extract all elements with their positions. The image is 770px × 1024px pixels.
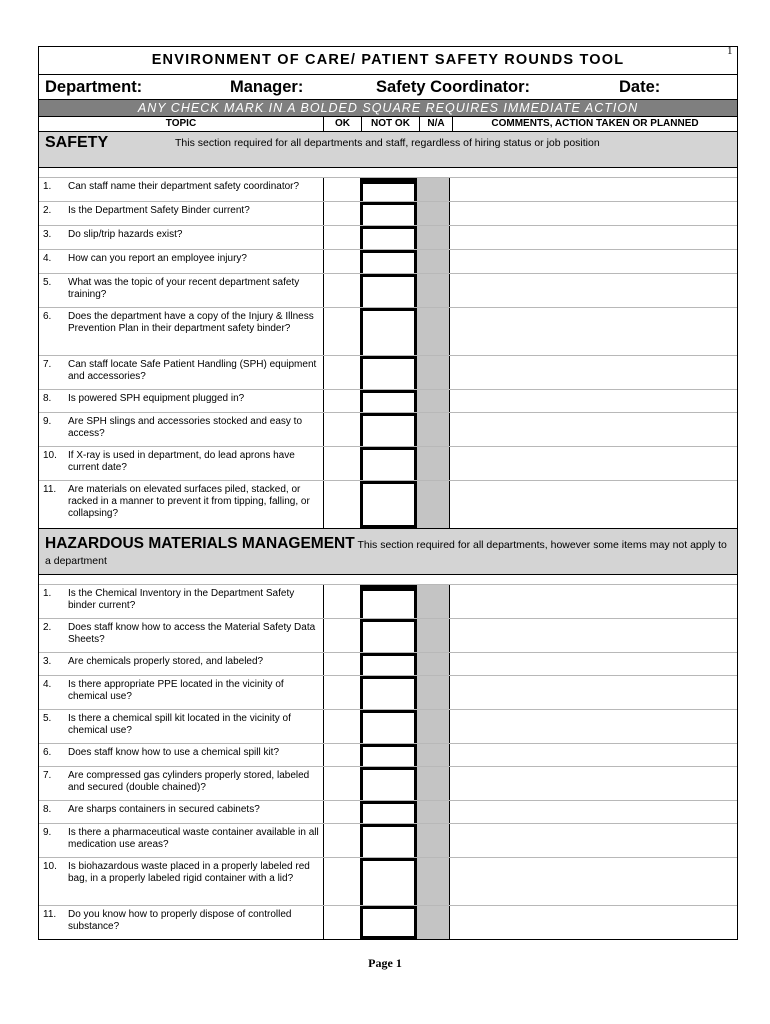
hazmat-item-row	[39, 675, 737, 709]
na-checkbox[interactable]	[417, 824, 449, 857]
not-ok-checkbox[interactable]	[360, 906, 417, 939]
page-footer: Page 1	[368, 956, 402, 970]
na-checkbox[interactable]	[417, 226, 449, 249]
question-number: 1.	[43, 181, 52, 192]
question	[39, 585, 323, 618]
hazmat-section-header	[39, 528, 737, 574]
na-checkbox[interactable]	[417, 653, 449, 675]
comments-cell[interactable]	[449, 767, 737, 800]
department-field[interactable]: Department:	[45, 78, 143, 96]
question	[39, 226, 323, 249]
comments-cell[interactable]	[449, 390, 737, 412]
ok-checkbox[interactable]	[323, 619, 360, 652]
question-number: 8.	[43, 393, 52, 404]
not-ok-checkbox[interactable]	[360, 619, 417, 652]
na-checkbox[interactable]	[417, 356, 449, 389]
na-checkbox[interactable]	[417, 274, 449, 307]
header-fields	[39, 74, 737, 99]
question-number: 11.	[43, 909, 57, 920]
question	[39, 390, 323, 412]
hazmat-items	[39, 584, 737, 939]
question-text: If X-ray is used in department, do lead aprons have current date?	[68, 450, 295, 473]
not-ok-checkbox[interactable]	[360, 585, 417, 618]
not-ok-checkbox[interactable]	[360, 413, 417, 446]
ok-checkbox[interactable]	[323, 226, 360, 249]
ok-checkbox[interactable]	[323, 824, 360, 857]
action-banner: ANY CHECK MARK IN A BOLDED SQUARE REQUIRES IMMEDIATE ACTION	[39, 99, 737, 116]
question	[39, 676, 323, 709]
not-ok-checkbox[interactable]	[360, 356, 417, 389]
question	[39, 858, 323, 905]
comments-cell[interactable]	[449, 274, 737, 307]
question-text: Is the Department Safety Binder current?	[68, 205, 250, 216]
question-number: 8.	[43, 804, 52, 815]
question	[39, 767, 323, 800]
na-checkbox[interactable]	[417, 676, 449, 709]
safety-item-row	[39, 225, 737, 249]
hazmat-item-row	[39, 857, 737, 905]
question-number: 3.	[43, 656, 52, 667]
ok-checkbox[interactable]	[323, 274, 360, 307]
question-text: Are SPH slings and accessories stocked and easy to access?	[68, 416, 303, 439]
question-number: 7.	[43, 770, 52, 781]
hazmat-section-note: This section required for all departments, however some items may not apply to a department	[45, 539, 727, 567]
question	[39, 481, 323, 528]
question-number: 10.	[43, 861, 57, 872]
question	[39, 619, 323, 652]
hazmat-item-row	[39, 905, 737, 939]
na-checkbox[interactable]	[417, 202, 449, 225]
safety-item-row	[39, 249, 737, 273]
question-text: Is powered SPH equipment plugged in?	[68, 393, 245, 404]
not-ok-checkbox[interactable]	[360, 447, 417, 480]
ok-checkbox[interactable]	[323, 390, 360, 412]
not-ok-checkbox[interactable]	[360, 178, 417, 201]
comments-cell[interactable]	[449, 447, 737, 480]
question	[39, 744, 323, 766]
hazmat-item-row	[39, 800, 737, 823]
question-number: 7.	[43, 359, 52, 370]
na-checkbox[interactable]	[417, 858, 449, 905]
col-ok: OK	[323, 117, 361, 131]
question-text: Can staff name their department safety coordinator?	[68, 181, 300, 192]
ok-checkbox[interactable]	[323, 744, 360, 766]
hazmat-item-row	[39, 743, 737, 766]
question-text: Are chemicals properly stored, and labeled?	[68, 656, 264, 667]
comments-cell[interactable]	[449, 858, 737, 905]
safety-item-row	[39, 412, 737, 446]
question	[39, 356, 323, 389]
not-ok-checkbox[interactable]	[360, 767, 417, 800]
question-text: Is the Chemical Inventory in the Department Safety binder current?	[68, 588, 295, 611]
comments-cell[interactable]	[449, 481, 737, 528]
not-ok-checkbox[interactable]	[360, 858, 417, 905]
ok-checkbox[interactable]	[323, 801, 360, 823]
safety-item-row	[39, 201, 737, 225]
question	[39, 801, 323, 823]
safety-item-row	[39, 307, 737, 355]
question-text: Are sharps containers in secured cabinets?	[68, 804, 260, 815]
safety-items	[39, 177, 737, 528]
question-number: 4.	[43, 253, 52, 264]
comments-cell[interactable]	[449, 356, 737, 389]
question	[39, 274, 323, 307]
question-text: Are materials on elevated surfaces piled, stacked, or racked in a manner to prevent it from tipping, falling, or collapsing?	[68, 484, 310, 519]
hazmat-item-row	[39, 618, 737, 652]
not-ok-checkbox[interactable]	[360, 481, 417, 528]
comments-cell[interactable]	[449, 676, 737, 709]
comments-cell[interactable]	[449, 202, 737, 225]
comments-cell[interactable]	[449, 308, 737, 355]
comments-cell[interactable]	[449, 178, 737, 201]
comments-cell[interactable]	[449, 653, 737, 675]
question	[39, 653, 323, 675]
safety-item-row	[39, 355, 737, 389]
hazmat-item-row	[39, 584, 737, 618]
question-text: Is there a pharmaceutical waste container available in all medication use areas?	[68, 827, 319, 850]
na-checkbox[interactable]	[417, 481, 449, 528]
question-text: What was the topic of your recent department safety training?	[68, 277, 300, 300]
not-ok-checkbox[interactable]	[360, 226, 417, 249]
question	[39, 710, 323, 743]
col-na: N/A	[419, 117, 452, 131]
ok-checkbox[interactable]	[323, 653, 360, 675]
na-checkbox[interactable]	[417, 801, 449, 823]
ok-checkbox[interactable]	[323, 356, 360, 389]
na-checkbox[interactable]	[417, 447, 449, 480]
question	[39, 308, 323, 355]
ok-checkbox[interactable]	[323, 178, 360, 201]
ok-checkbox[interactable]	[323, 767, 360, 800]
hazmat-item-row	[39, 652, 737, 675]
ok-checkbox[interactable]	[323, 710, 360, 743]
safety-section-note: This section required for all departments and staff, regardless of hiring status or job position	[175, 137, 600, 149]
ok-checkbox[interactable]	[323, 906, 360, 939]
question-text: Are compressed gas cylinders properly stored, labeled and secured (double chained)?	[68, 770, 310, 793]
na-checkbox[interactable]	[417, 744, 449, 766]
page-number: 1	[727, 45, 733, 57]
na-checkbox[interactable]	[417, 308, 449, 355]
safety-item-row	[39, 389, 737, 412]
na-checkbox[interactable]	[417, 710, 449, 743]
safety-coordinator-field[interactable]: Safety Coordinator:	[376, 78, 531, 96]
safety-section-header	[39, 131, 737, 167]
ok-checkbox[interactable]	[323, 202, 360, 225]
question-number: 1.	[43, 588, 52, 599]
question-text: Does the department have a copy of the Injury & Illness Prevention Plan in their department safety binder?	[68, 311, 314, 334]
question-number: 4.	[43, 679, 52, 690]
comments-cell[interactable]	[449, 250, 737, 273]
safety-section-title: SAFETY	[45, 134, 109, 151]
not-ok-checkbox[interactable]	[360, 653, 417, 675]
na-checkbox[interactable]	[417, 585, 449, 618]
question	[39, 906, 323, 939]
question-number: 11.	[43, 484, 57, 495]
question-text: Is there a chemical spill kit located in the vicinity of chemical use?	[68, 713, 291, 736]
question-text: Can staff locate Safe Patient Handling (SPH) equipment and accessories?	[68, 359, 317, 382]
ok-checkbox[interactable]	[323, 481, 360, 528]
na-checkbox[interactable]	[417, 767, 449, 800]
not-ok-checkbox[interactable]	[360, 676, 417, 709]
date-field[interactable]: Date:	[619, 78, 661, 96]
not-ok-checkbox[interactable]	[360, 250, 417, 273]
not-ok-checkbox[interactable]	[360, 274, 417, 307]
comments-cell[interactable]	[449, 413, 737, 446]
na-checkbox[interactable]	[417, 619, 449, 652]
na-checkbox[interactable]	[417, 413, 449, 446]
question-number: 5.	[43, 713, 52, 724]
na-checkbox[interactable]	[417, 178, 449, 201]
question-number: 2.	[43, 205, 52, 216]
not-ok-checkbox[interactable]	[360, 390, 417, 412]
comments-cell[interactable]	[449, 585, 737, 618]
question-text: How can you report an employee injury?	[68, 253, 247, 264]
hazmat-item-row	[39, 823, 737, 857]
rounds-form	[38, 46, 738, 940]
question	[39, 447, 323, 480]
manager-field[interactable]: Manager:	[230, 78, 304, 96]
question-text: Does staff know how to use a chemical spill kit?	[68, 747, 280, 758]
na-checkbox[interactable]	[417, 250, 449, 273]
not-ok-checkbox[interactable]	[360, 202, 417, 225]
ok-checkbox[interactable]	[323, 676, 360, 709]
column-headers	[39, 116, 737, 131]
comments-cell[interactable]	[449, 906, 737, 939]
comments-cell[interactable]	[449, 801, 737, 823]
question-text: Does staff know how to access the Material Safety Data Sheets?	[68, 622, 316, 645]
na-checkbox[interactable]	[417, 906, 449, 939]
question	[39, 178, 323, 201]
safety-item-row	[39, 480, 737, 528]
form-title: ENVIRONMENT OF CARE/ PATIENT SAFETY ROUNDS TOOL	[151, 52, 625, 68]
ok-checkbox[interactable]	[323, 308, 360, 355]
not-ok-checkbox[interactable]	[360, 744, 417, 766]
question-text: Is there appropriate PPE located in the vicinity of chemical use?	[68, 679, 284, 702]
question-number: 10.	[43, 450, 57, 461]
safety-item-row	[39, 273, 737, 307]
ok-checkbox[interactable]	[323, 585, 360, 618]
hazmat-item-row	[39, 709, 737, 743]
question-number: 3.	[43, 229, 52, 240]
ok-checkbox[interactable]	[323, 447, 360, 480]
question-number: 6.	[43, 311, 52, 322]
question-text: Do you know how to properly dispose of controlled substance?	[68, 909, 292, 932]
comments-cell[interactable]	[449, 710, 737, 743]
not-ok-checkbox[interactable]	[360, 710, 417, 743]
question	[39, 250, 323, 273]
col-topic: TOPIC	[165, 118, 197, 129]
comments-cell[interactable]	[449, 824, 737, 857]
question	[39, 824, 323, 857]
hazmat-item-row	[39, 766, 737, 800]
col-comments: COMMENTS, ACTION TAKEN OR PLANNED	[452, 117, 737, 131]
comments-cell[interactable]	[449, 619, 737, 652]
na-checkbox[interactable]	[417, 390, 449, 412]
question-number: 2.	[43, 622, 52, 633]
question	[39, 413, 323, 446]
question	[39, 202, 323, 225]
comments-cell[interactable]	[449, 226, 737, 249]
ok-checkbox[interactable]	[323, 413, 360, 446]
question-text: Do slip/trip hazards exist?	[68, 229, 183, 240]
question-number: 5.	[43, 277, 52, 288]
not-ok-checkbox[interactable]	[360, 308, 417, 355]
question-number: 9.	[43, 827, 52, 838]
safety-item-row	[39, 446, 737, 480]
col-not-ok: NOT OK	[361, 117, 419, 131]
hazmat-section-title: HAZARDOUS MATERIALS MANAGEMENT	[45, 535, 355, 552]
ok-checkbox[interactable]	[323, 250, 360, 273]
question-text: Is biohazardous waste placed in a properly labeled red bag, in a properly labeled rigid container with a lid?	[68, 861, 310, 884]
question-number: 6.	[43, 747, 52, 758]
not-ok-checkbox[interactable]	[360, 801, 417, 823]
safety-item-row	[39, 177, 737, 201]
comments-cell[interactable]	[449, 744, 737, 766]
ok-checkbox[interactable]	[323, 858, 360, 905]
question-number: 9.	[43, 416, 52, 427]
not-ok-checkbox[interactable]	[360, 824, 417, 857]
